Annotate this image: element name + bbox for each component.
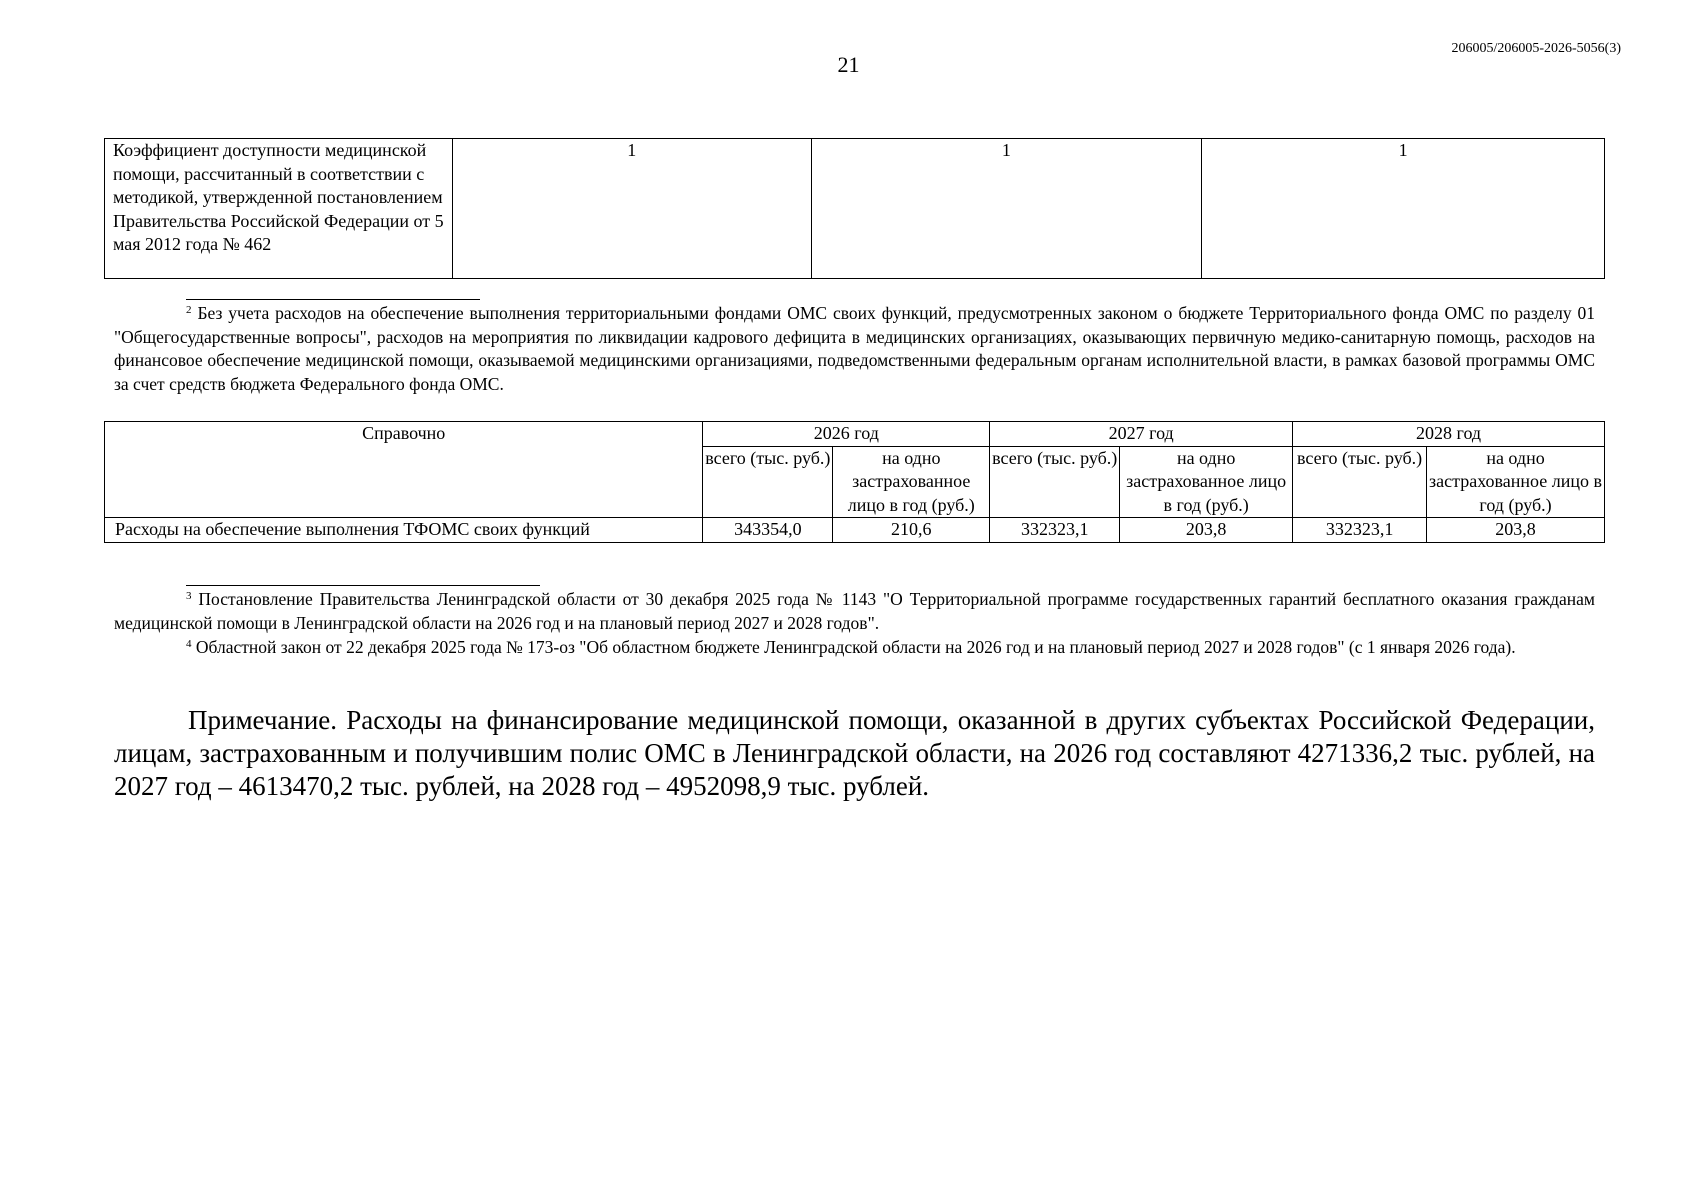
subheader-total-2026: всего (тыс. руб.) — [703, 446, 833, 518]
footnote-3-text: Постановление Правительства Ленинградской области от 30 декабря 2025 года № 1143 "О Территориальной программе государственных гарантий бесплатного оказания гражданам медицинской помощи в Ленинградской области на 2026 год и на плановый период 2027 и 2028 годов". — [114, 589, 1596, 633]
subheader-per-person-2027: на одно застрахованное лицо в год (руб.) — [1120, 446, 1293, 518]
expenses-per-person-2026: 210,6 — [833, 518, 990, 543]
table-header-row — [105, 422, 1605, 447]
year-header-2028: 2028 год — [1293, 422, 1605, 447]
year-header-2027: 2027 год — [990, 422, 1293, 447]
expenses-total-2028: 332323,1 — [1293, 518, 1427, 543]
year-header-2026: 2026 год — [703, 422, 990, 447]
footnote-3-mark: 3 — [186, 590, 192, 602]
reference-expenses-table — [104, 421, 1605, 543]
expenses-row-label: Расходы на обеспечение выполнения ТФОМС своих функций — [105, 518, 703, 543]
footnote-2 — [114, 302, 1595, 396]
note-paragraph: Примечание. Расходы на финансирование медицинской помощи, оказанной в других субъектах Российской Федерации, лицам, застрахованным и получившим полис ОМС в Ленинградской области, на 2026 год составляют 4271336,2 тыс. рублей, на 2027 год – 4613470,2 тыс. рублей, на 2028 год – 4952098,9 тыс. рублей. — [114, 705, 1595, 801]
expenses-per-person-2028: 203,8 — [1427, 518, 1605, 543]
footnote-4-mark: 4 — [186, 638, 192, 650]
expenses-total-2026: 343354,0 — [703, 518, 833, 543]
footnote-2-mark: 2 — [186, 304, 192, 316]
coefficient-value-2026: 1 — [452, 139, 811, 279]
footnote-4 — [114, 636, 1595, 660]
footnote-3 — [114, 588, 1595, 635]
subheader-total-2028: всего (тыс. руб.) — [1293, 446, 1427, 518]
table-row — [105, 139, 1605, 279]
accessibility-coefficient-table — [104, 138, 1605, 279]
coefficient-label: Коэффициент доступности медицинской помощи, рассчитанный в соответствии с методикой, утвержденной постановлением Правительства Российской Федерации от 5 мая 2012 года № 462 — [105, 139, 453, 279]
subheader-per-person-2026: на одно застрахованное лицо в год (руб.) — [833, 446, 990, 518]
coefficient-value-2027: 1 — [811, 139, 1202, 279]
table-row — [105, 518, 1605, 543]
footnote-2-text: Без учета расходов на обеспечение выполнения территориальными фондами ОМС своих функций, предусмотренных законом о бюджете Территориального фонда ОМС по разделу 01 "Общегосударственные вопросы", расходов на мероприятия по ликвидации кадрового дефицита в медицинских организациях, оказывающих первичную медико-санитарную помощь, расходов на финансовое обеспечение медицинской помощи, оказываемой медицинскими организациями, подведомственными федеральным органам исполнительной власти, в рамках базовой программы ОМС за счет средств бюджета Федерального фонда ОМС. — [114, 303, 1596, 394]
page-number: 21 — [837, 52, 860, 77]
expenses-per-person-2027: 203,8 — [1120, 518, 1293, 543]
footnote-4-text: Областной закон от 22 декабря 2025 года № 173-оз "Об областном бюджете Ленинградской области на 2026 год и на плановый период 2027 и 2028 годов" (с 1 января 2026 года). — [195, 637, 1516, 657]
document-id: 206005/206005-2026-5056(3) — [1451, 41, 1621, 56]
footnote-separator — [186, 299, 480, 300]
coefficient-value-2028: 1 — [1202, 139, 1605, 279]
reference-label: Справочно — [105, 422, 703, 518]
subheader-per-person-2028: на одно застрахованное лицо в год (руб.) — [1427, 446, 1605, 518]
expenses-total-2027: 332323,1 — [990, 518, 1120, 543]
subheader-total-2027: всего (тыс. руб.) — [990, 446, 1120, 518]
footnote-separator — [186, 585, 540, 586]
